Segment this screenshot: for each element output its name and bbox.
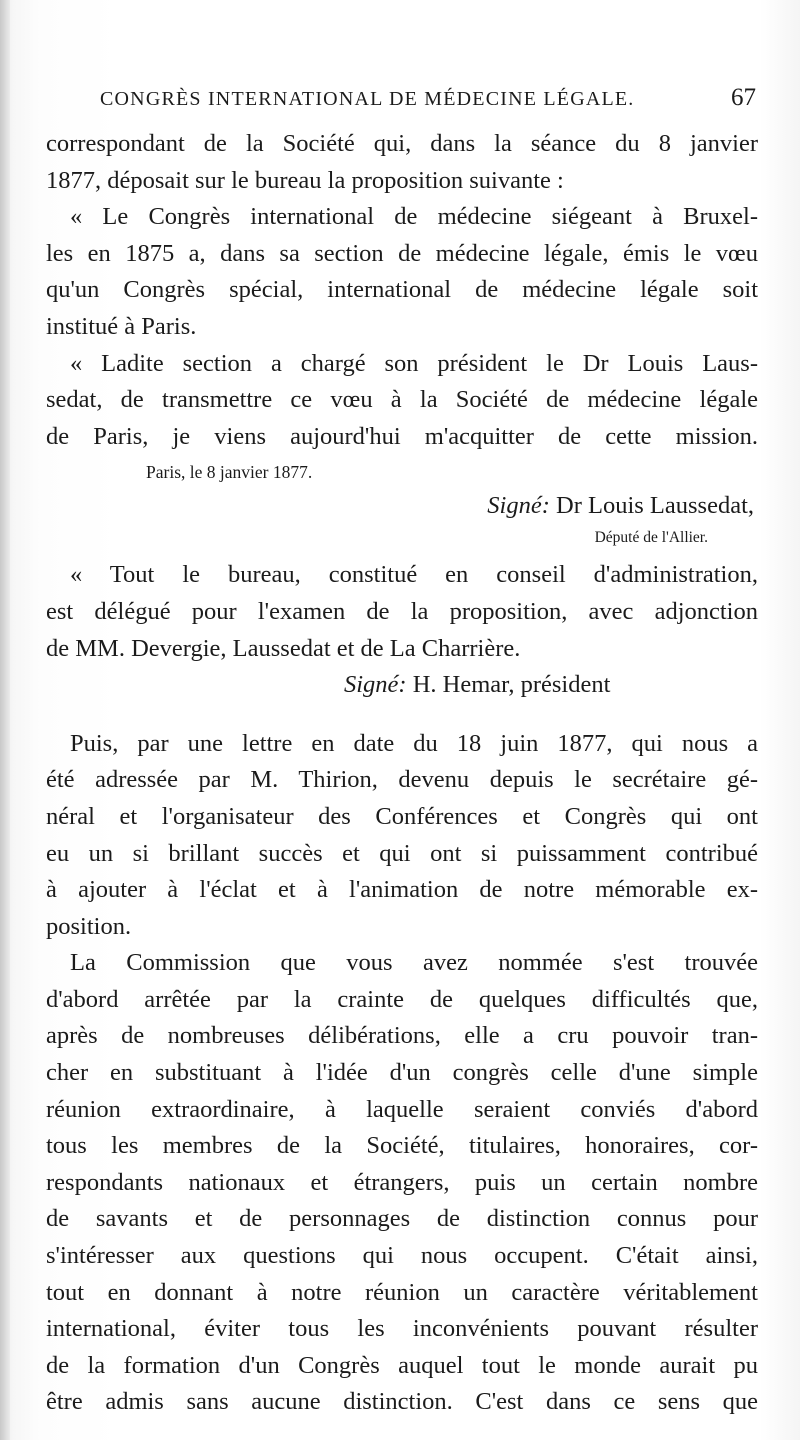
text-line: s'intéresser aux questions qui nous occupent. C'était ainsi, xyxy=(46,1242,758,1270)
quote-line: de MM. Devergie, Laussedat et de La Charrière. xyxy=(46,634,521,662)
running-header xyxy=(46,70,758,126)
quote-line: « Le Congrès international de médecine siégeant à Bruxel- xyxy=(70,203,758,231)
quote-line: « Ladite section a chargé son président le Dr Louis Laus- xyxy=(70,349,758,377)
quote-line: est délégué pour l'examen de la proposition, avec adjonction xyxy=(46,597,758,625)
text-line: cher en substituant à l'idée d'un congrès celle d'une simple xyxy=(46,1059,758,1087)
signed-label: Signé: xyxy=(344,671,407,699)
paragraph-gap xyxy=(46,704,758,726)
text-line: 1877, déposait sur le bureau la proposition suivante : xyxy=(46,166,564,194)
text-line: tout en donnant à notre réunion un caractère véritablement xyxy=(46,1278,758,1306)
page-gutter-shadow xyxy=(0,0,10,1440)
quote-line: « Tout le bureau, constitué en conseil d'administration, xyxy=(70,561,758,589)
page-number: 67 xyxy=(731,84,756,111)
text-line: Puis, par une lettre en date du 18 juin 1877, qui nous a xyxy=(70,729,758,757)
text-line: de la formation d'un Congrès auquel tout le monde aurait pu xyxy=(46,1351,758,1379)
text-line: correspondant de la Société qui, dans la séance du 8 janvier xyxy=(46,130,758,157)
signed-label: Signé: xyxy=(487,492,550,520)
signature-line xyxy=(46,489,758,523)
text-line: La Commission que vous avez nommée s'est trouvée xyxy=(70,949,758,977)
place-date: Paris, le 8 janvier 1877. xyxy=(146,462,313,483)
page-text-block xyxy=(46,70,758,1421)
text-line: été adressée par M. Thirion, devenu depuis le secrétaire gé- xyxy=(46,766,758,794)
quote-line: sedat, de transmettre ce vœu à la Société de médecine légale xyxy=(46,386,758,414)
text-line: après de nombreuses délibérations, elle a cru pouvoir tran- xyxy=(46,1022,758,1050)
running-title: CONGRÈS INTERNATIONAL DE MÉDECINE LÉGALE. xyxy=(100,88,635,110)
text-line: à ajouter à l'éclat et à l'animation de notre mémorable ex- xyxy=(46,876,758,904)
text-line: respondants nationaux et étrangers, puis un certain nombre xyxy=(46,1168,758,1196)
text-line: réunion extraordinaire, à laquelle seraient conviés d'abord xyxy=(46,1095,758,1123)
text-line: être admis sans aucune distinction. C'est dans ce sens que xyxy=(46,1388,758,1416)
text-line: eu un si brillant succès et qui ont si puissamment contribué xyxy=(46,839,758,867)
text-line: d'abord arrêtée par la crainte de quelques difficultés que, xyxy=(46,985,758,1013)
text-line: néral et l'organisateur des Conférences et Congrès qui ont xyxy=(46,802,758,830)
text-line: de savants et de personnages de distinction connus pour xyxy=(46,1205,758,1233)
text-line: position. xyxy=(46,912,132,940)
signatory-name: Dr Louis Laussedat, xyxy=(556,492,754,520)
text-line: international, éviter tous les inconvénients pouvant résulter xyxy=(46,1315,758,1343)
quote-line: les en 1875 a, dans sa section de médecine légale, émis le vœu xyxy=(46,239,758,267)
quote-line: qu'un Congrès spécial, international de médecine légale soit xyxy=(46,276,758,304)
signature-line-2 xyxy=(46,667,758,704)
signatory-name: H. Hemar, président xyxy=(412,671,611,699)
signatory-role: Député de l'Allier. xyxy=(594,529,708,547)
quote-line: de Paris, je viens aujourd'hui m'acquitter de cette mission. xyxy=(46,422,758,450)
text-line: tous les membres de la Société, titulaires, honoraires, cor- xyxy=(46,1132,758,1160)
quote-line: institué à Paris. xyxy=(46,312,197,340)
